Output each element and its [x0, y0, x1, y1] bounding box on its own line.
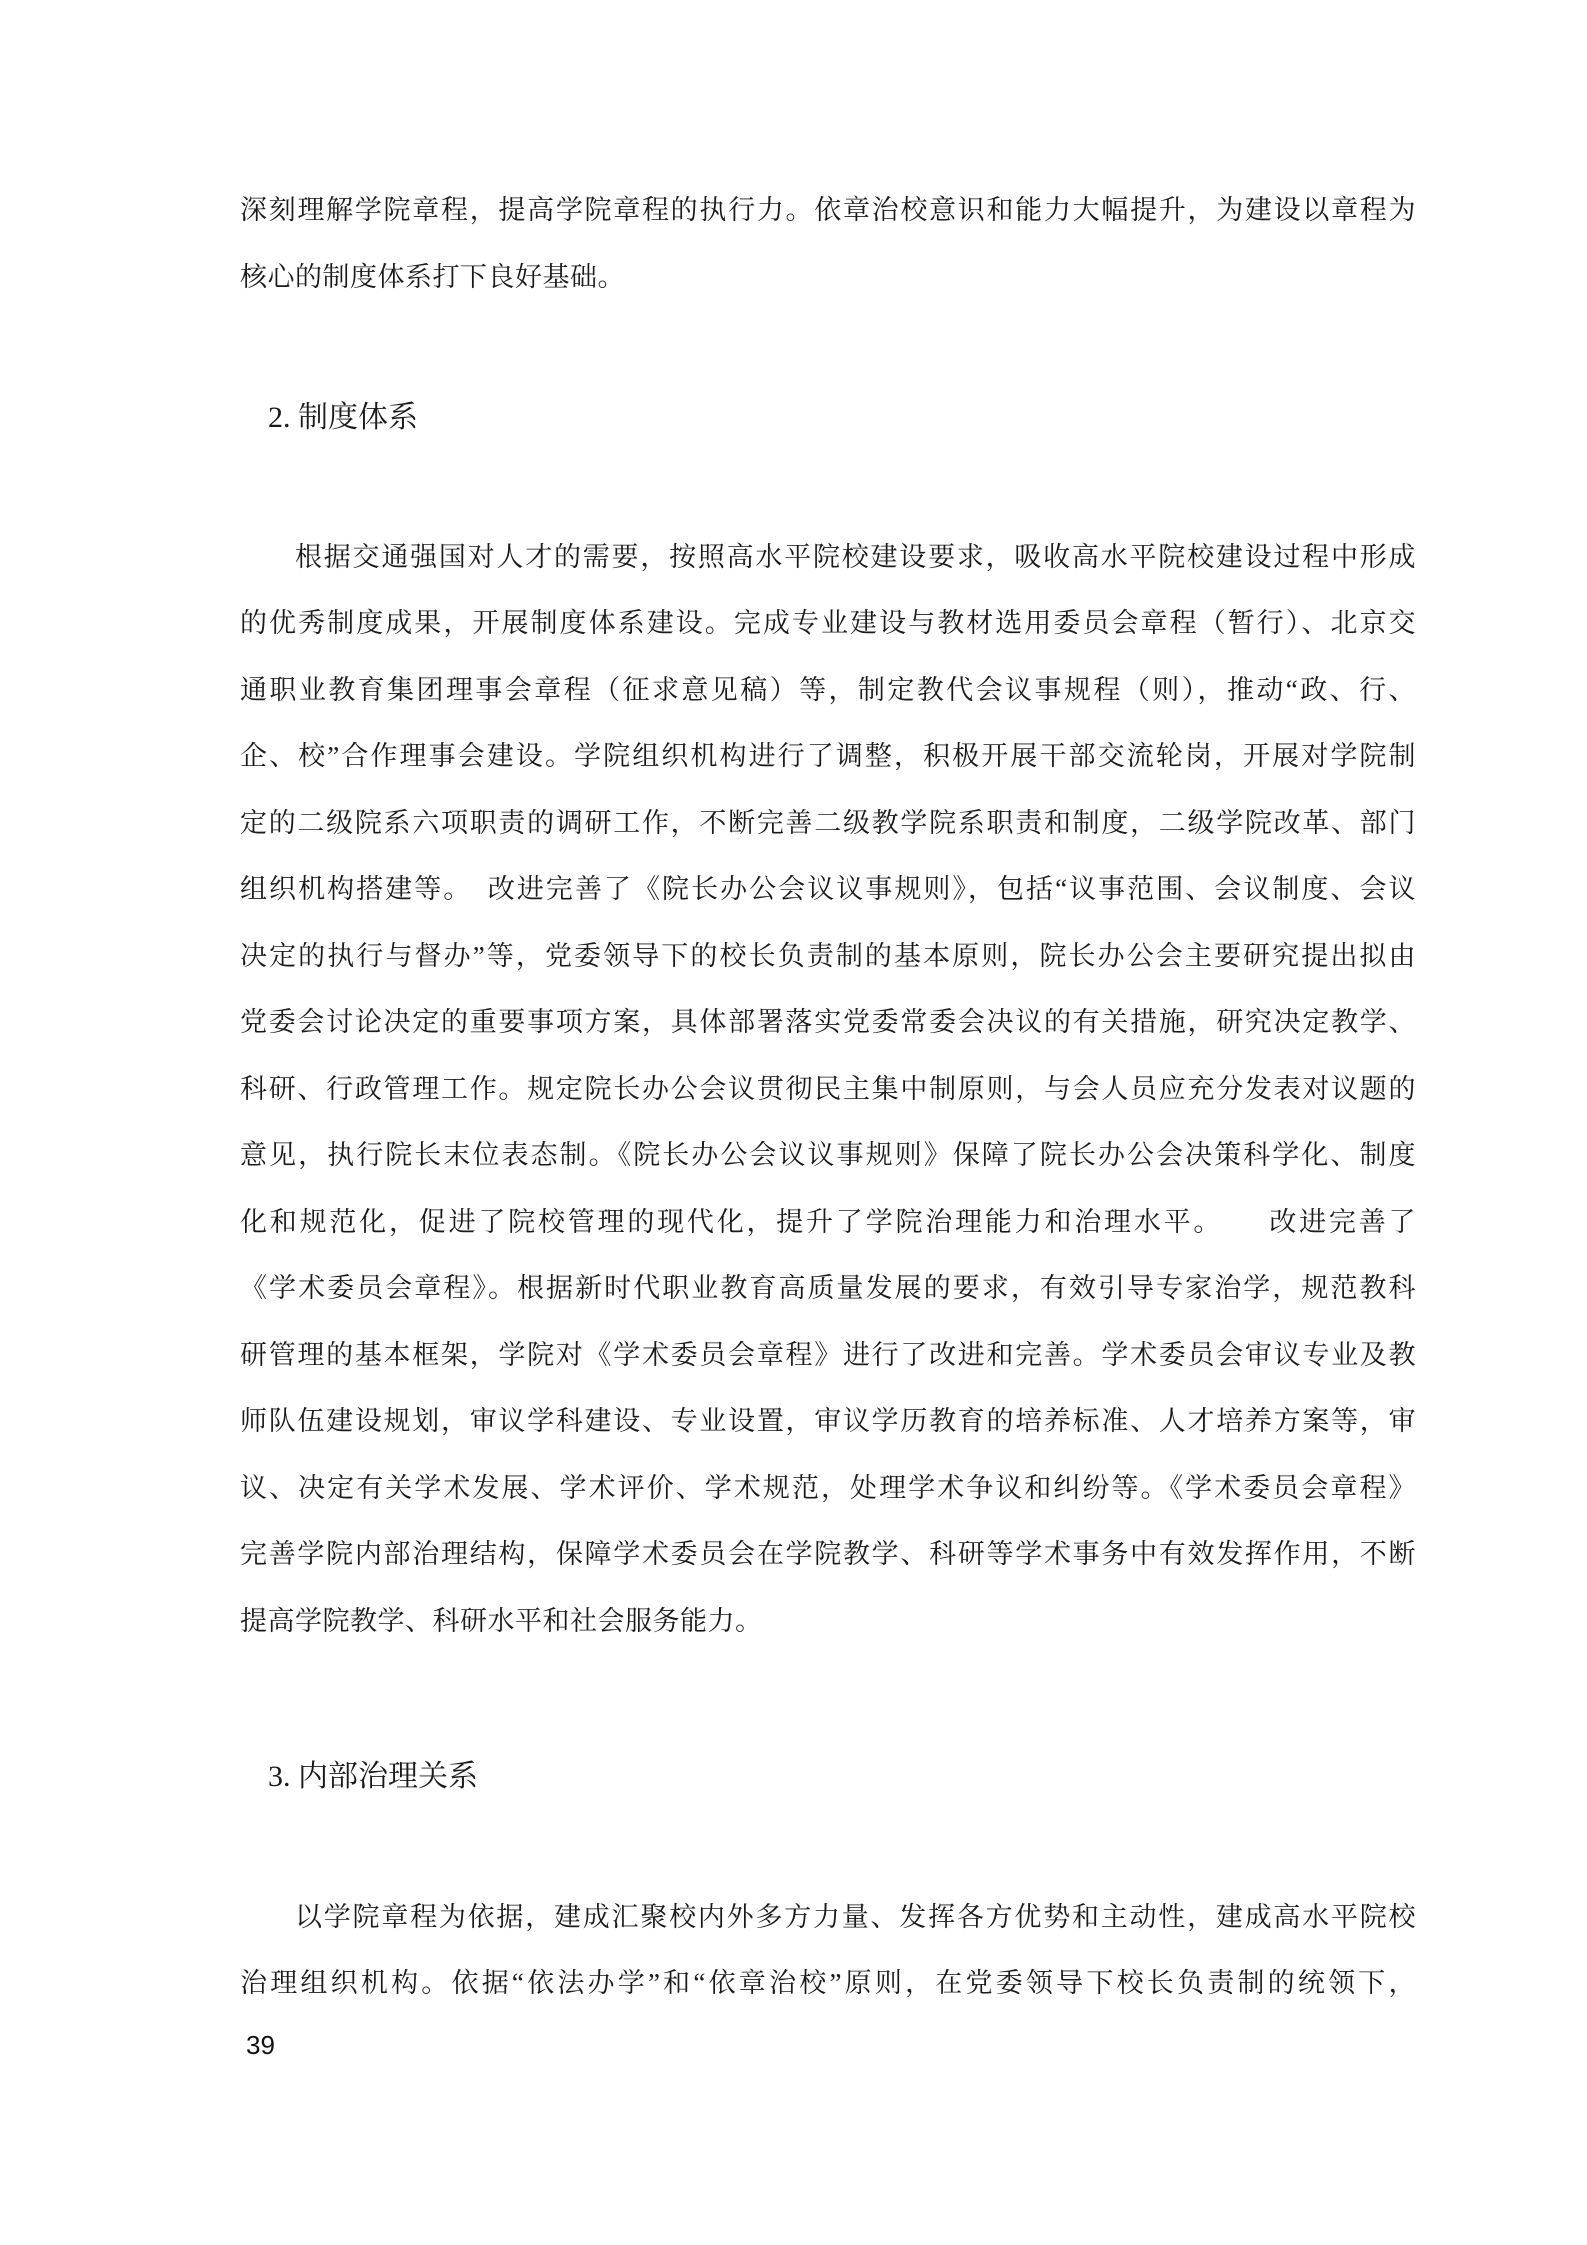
paragraph [240, 1884, 1416, 2017]
paragraph-line: 议、决定有关学术发展、学术评价、学术规范，处理学术争议和纠纷等。《学术委员会章程》 [240, 1472, 1416, 1503]
paragraph-line: 《学术委员会章程》。根据新时代职业教育高质量发展的要求，有效引导专家治学，规范教科 [240, 1273, 1416, 1303]
paragraph-line: 研管理的基本框架，学院对《学术委员会章程》进行了改进和完善。学术委员会审议专业及教 [240, 1339, 1416, 1370]
paragraph-line: 定的二级院系六项职责的调研工作，不断完善二级教学院系职责和制度，二级学院改革、部门 [240, 807, 1416, 838]
paragraph [240, 524, 1416, 1655]
section-heading: 3. 内部治理关系 [268, 1760, 478, 1793]
paragraph-line: 通职业教育集团理事会章程（征求意见稿）等，制定教代会议事规程（则），推动“政、行、 [240, 674, 1416, 705]
paragraph-line: 师队伍建设规划，审议学科建设、专业设置，审议学历教育的培养标准、人才培养方案等，审 [240, 1406, 1416, 1436]
paragraph-line: 治理组织机构。依据“依法办学”和“依章治校”原则，在党委领导下校长负责制的统领下， [240, 1968, 1416, 1998]
paragraph-line: 决定的执行与督办”等，党委领导下的校长负责制的基本原则，院长办公会主要研究提出拟由 [240, 940, 1416, 971]
paragraph-line: 提高学院教学、科研水平和社会服务能力。 [240, 1605, 763, 1636]
paragraph-line: 深刻理解学院章程，提高学院章程的执行力。依章治校意识和能力大幅提升，为建设以章程为 [240, 195, 1416, 225]
page-number: 39 [246, 2030, 275, 2060]
paragraph-line: 核心的制度体系打下良好基础。 [240, 261, 625, 292]
paragraph-line: 完善学院内部治理结构，保障学术委员会在学院教学、科研等学术事务中有效发挥作用，不断 [240, 1539, 1416, 1569]
paragraph-line: 党委会讨论决定的重要事项方案，具体部署落实党委常委会决议的有关措施，研究决定教学、 [240, 1007, 1416, 1037]
paragraph-line: 企、校”合作理事会建设。学院组织机构进行了调整，积极开展干部交流轮岗，开展对学院制 [240, 741, 1416, 771]
paragraph-line: 的优秀制度成果，开展制度体系建设。完成专业建设与教材选用委员会章程（暂行）、北京交 [240, 608, 1416, 638]
section-heading: 2. 制度体系 [268, 401, 418, 434]
paragraph-line: 根据交通强国对人才的需要，按照高水平院校建设要求，吸收高水平院校建设过程中形成 [295, 541, 1416, 572]
page-body [240, 177, 1416, 2017]
paragraph-line: 科研、行政管理工作。规定院长办公会议贯彻民主集中制原则，与会人员应充分发表对议题的 [240, 1073, 1416, 1104]
paragraph-line: 以学院章程为依据，建成汇聚校内外多方力量、发挥各方优势和主动性，建成高水平院校 [295, 1901, 1416, 1932]
paragraph-line: 组织机构搭建等。 改进完善了《院长办公会议议事规则》，包括“议事范围、会议制度、会议 [240, 874, 1416, 904]
paragraph-line: 化和规范化，促进了院校管理的现代化，提升了学院治理能力和治理水平。 改进完善了 [240, 1206, 1416, 1237]
paragraph-line: 意见，执行院长末位表态制。《院长办公会议议事规则》保障了院长办公会决策科学化、制度 [240, 1140, 1416, 1170]
paragraph [240, 177, 1416, 310]
